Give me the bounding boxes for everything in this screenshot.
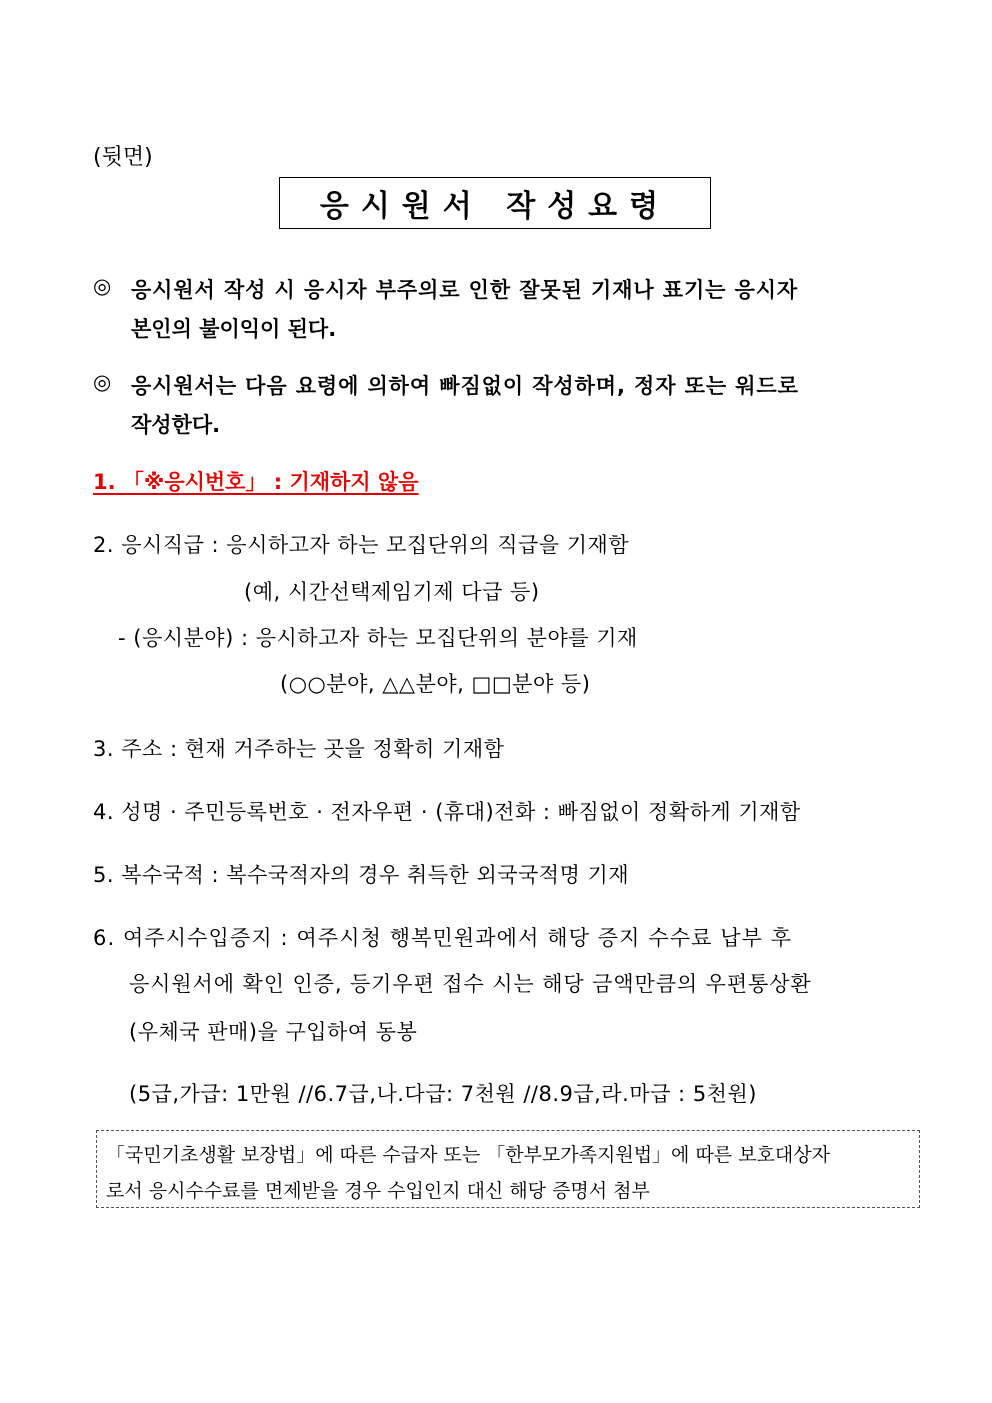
item-3-address: 3. 주소 : 현재 거주하는 곳을 정확히 기재함 <box>93 737 505 761</box>
page-title: 응시원서 작성요령 <box>319 189 671 224</box>
notice-mark-2: ◎ <box>93 370 112 394</box>
back-side-label: (뒷면) <box>93 145 153 170</box>
notice-1-line-1: 응시원서 작성 시 응시자 부주의로 인한 잘못된 기재나 표기는 응시자 <box>131 278 799 302</box>
note-line-2: 로서 응시수수료를 면제받을 경우 수입인지 대신 해당 증명서 첨부 <box>106 1180 650 1202</box>
notice-1-line-2: 본인의 불이익이 된다. <box>131 317 337 341</box>
item-6-fee-schedule: (5급,가급: 1만원 //6.7급,나.다급: 7천원 //8.9급,라.마급 : 5천원) <box>129 1082 757 1106</box>
title-box <box>279 177 711 229</box>
item-2-line-1: 2. 응시직급 : 응시하고자 하는 모집단위의 직급을 기재함 <box>93 533 630 557</box>
exemption-note-box <box>96 1130 920 1208</box>
item-2-line-3: - (응시분야) : 응시하고자 하는 모집단위의 분야를 기재 <box>118 626 638 650</box>
item-6-line-3: (우체국 판매)을 구입하여 동봉 <box>129 1020 418 1044</box>
item-6-line-2: 응시원서에 확인 인증, 등기우편 접수 시는 해당 금액만큼의 우편통상환 <box>129 972 812 996</box>
item-6-line-1: 6. 여주시수입증지 : 여주시청 행복민원과에서 해당 증지 수수료 납부 후 <box>93 926 793 950</box>
item-2-line-4: (○○분야, △△분야, □□분야 등) <box>280 672 591 696</box>
item-2-line-2: (예, 시간선택제임기제 다급 등) <box>244 580 540 604</box>
item-1-application-number: 1. 「※응시번호」 : 기재하지 않음 <box>93 470 419 494</box>
notice-2-line-2: 작성한다. <box>131 413 221 437</box>
notice-mark-1: ◎ <box>93 274 112 298</box>
note-line-1: 「국민기초생활 보장법」에 따른 수급자 또는 「한부모가족지원법」에 따른 보호대상자 <box>106 1144 830 1166</box>
item-5-dual-nationality: 5. 복수국적 : 복수국적자의 경우 취득한 외국국적명 기재 <box>93 863 630 887</box>
notice-2-line-1: 응시원서는 다음 요령에 의하여 빠짐없이 작성하며, 정자 또는 워드로 <box>131 374 799 398</box>
item-4-personal-info: 4. 성명 · 주민등록번호 · 전자우편 · (휴대)전화 : 빠짐없이 정확하게 기재함 <box>93 800 801 824</box>
